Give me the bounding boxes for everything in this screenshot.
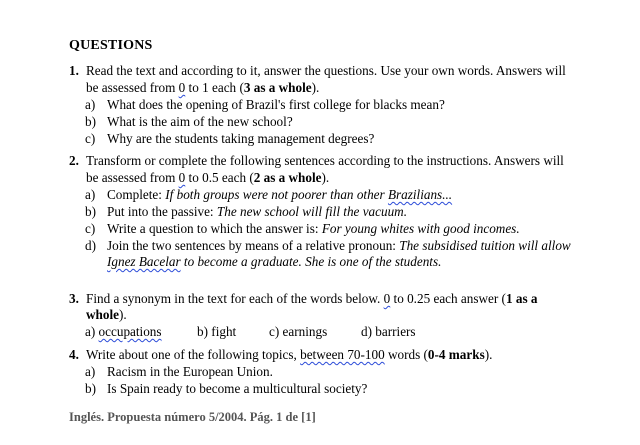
question-4-item-b: b) Is Spain ready to become a multicultural society?: [85, 381, 368, 396]
question-1-item-c: c) Why are the students taking management degrees?: [85, 131, 375, 146]
spelling-mark: between 70-100: [300, 347, 385, 362]
question-1-line-2: be assessed from 0 to 1 each (3 as a whole).: [86, 80, 320, 95]
question-2-item-d-continued: Ignez Bacelar to become a graduate. She is one of the students.: [107, 254, 442, 269]
question-4-item-a: a) Racism in the European Union.: [85, 364, 273, 379]
question-1-item-b: b) What is the aim of the new school?: [85, 114, 293, 129]
question-2-item-a: a) Complete: If both groups were not poorer than other Brazilians...: [85, 187, 453, 202]
question-4-line-1: Write about one of the following topics, between 70-100 words (0-4 marks).: [86, 347, 493, 362]
question-1-item-a: a) What does the opening of Brazil's first college for blacks mean?: [85, 97, 445, 112]
question-3-line-2: whole).: [86, 307, 127, 322]
spelling-mark: 0: [178, 170, 186, 185]
question-3-line-1: Find a synonym in the text for each of the words below. 0 to 0.25 each answer (1 as a: [86, 291, 538, 306]
question-number: 1.: [69, 63, 79, 78]
page-title: QUESTIONS: [69, 38, 153, 53]
option-b: b) fight: [197, 324, 237, 339]
question-2-item-c: c) Write a question to which the answer is: For young whites with good incomes.: [85, 221, 520, 236]
question-number: 4.: [69, 347, 79, 362]
question-number: 3.: [69, 291, 79, 306]
spelling-mark: 0: [178, 80, 186, 95]
page-footer: Inglés. Propuesta número 5/2004. Pág. 1 de [1]: [69, 410, 316, 424]
option-d: d) barriers: [361, 324, 416, 339]
question-2-line-1: Transform or complete the following sentences according to the instructions. Answers will: [86, 153, 564, 168]
question-2-line-2: be assessed from 0 to 0.5 each (2 as a whole).: [86, 170, 330, 185]
spelling-mark: Ignez Bacelar: [107, 254, 181, 269]
spelling-mark: 0: [383, 291, 391, 306]
question-1-line-1: Read the text and according to it, answer the questions. Use your own words. Answers will: [86, 63, 566, 78]
question-2-item-d: d) Join the two sentences by means of a relative pronoun: The subsidised tuition will allow: [85, 238, 571, 253]
option-a: a) occupations: [85, 324, 162, 339]
spelling-mark: Brazilians...: [387, 187, 453, 202]
question-2-item-b: b) Put into the passive: The new school will fill the vacuum.: [85, 204, 408, 219]
option-c: c) earnings: [269, 324, 328, 339]
question-number: 2.: [69, 153, 79, 168]
